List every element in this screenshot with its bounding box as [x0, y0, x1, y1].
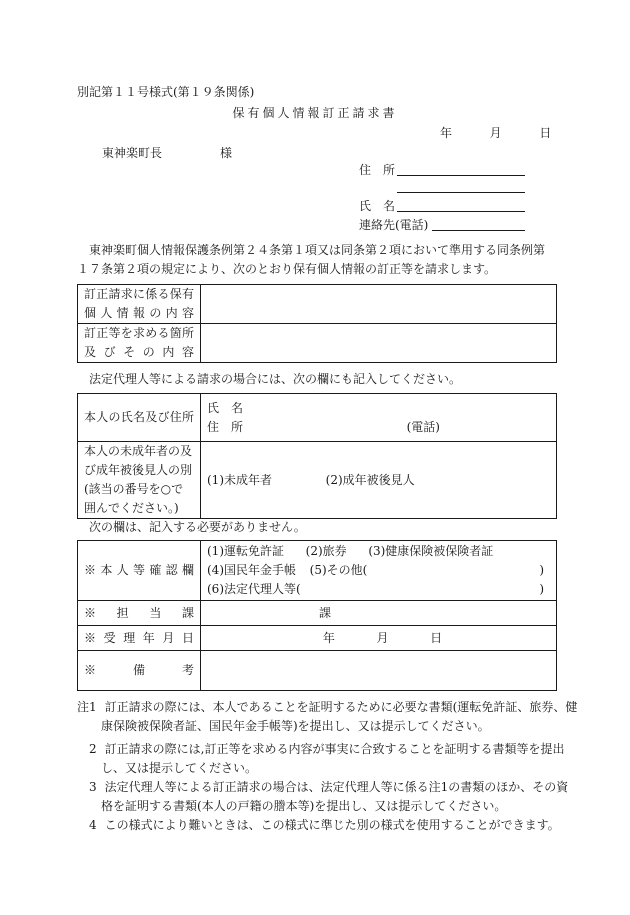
receipt-year: 年 — [322, 630, 335, 645]
principal-field[interactable] — [201, 394, 557, 442]
staff-unit: 課 — [319, 605, 332, 620]
receipt-month: 月 — [376, 630, 389, 645]
verify-drivers-license[interactable]: (1)運転免許証 — [207, 544, 284, 558]
staff-label: ※担当課 — [78, 601, 201, 626]
no-fill-note: 次の欄は、記入する必要がありません。 — [89, 520, 306, 534]
form-title: 保有個人情報訂正請求書 — [232, 106, 398, 120]
correction-info-field[interactable] — [201, 285, 557, 324]
verify-other[interactable]: (5)その他( — [309, 563, 368, 577]
verification-field — [201, 541, 557, 601]
form-number: 別記第１１号様式(第１９条関係) — [77, 85, 255, 99]
correction-table — [77, 284, 557, 363]
contact-label: 連絡先(電話) — [359, 218, 429, 232]
verify-health-insurance[interactable]: (3)健康保険被保険者証 — [368, 544, 494, 558]
date-month: 月 — [489, 126, 502, 140]
verification-label: ※本人等確認欄 — [78, 541, 201, 601]
remarks-field[interactable] — [201, 651, 557, 691]
addressee-honorific: 様 — [220, 146, 233, 160]
principal-status-label: 本人の未成年者の及 び成年被後見人の別 (該当の番号を○で 囲んでください。) — [78, 442, 201, 519]
addressee — [102, 144, 232, 161]
remarks-label: ※備考 — [78, 651, 201, 691]
date-day: 日 — [539, 126, 552, 140]
name-label: 氏 名 — [359, 199, 396, 213]
date-line — [440, 124, 551, 141]
principal-status-field — [201, 442, 557, 519]
addressee-name: 東神楽町長 — [102, 146, 163, 160]
principal-phone-label: (電話) — [406, 419, 440, 434]
correction-detail-field[interactable] — [201, 324, 557, 363]
office-use-table — [77, 540, 557, 691]
verify-pension-book[interactable]: (4)国民年金手帳 — [207, 563, 296, 577]
receipt-day: 日 — [430, 630, 443, 645]
note-4: 4 この様式により難いときは、この様式に準じた別の様式を使用することができます。 — [89, 818, 560, 832]
contact-field[interactable] — [432, 230, 525, 231]
note-3: 3 法定代理人等による訂正請求の場合は、法定代理人等に係る注1の書類のほか、その資格を証明する書類(本人の戸籍の謄本等)を提出し、又は提示してください。 — [89, 780, 569, 813]
receipt-date-field[interactable] — [201, 626, 557, 651]
address-label: 住 所 — [359, 163, 396, 177]
option-adult-ward[interactable]: (2)成年被後見人 — [325, 472, 415, 487]
note-2: 2 訂正請求の際には,訂正等を求める内容が事実に合致することを証明する書類等を提出し、又は提示してください。 — [89, 742, 565, 775]
note-1: 注1 訂正請求の際には、本人であることを証明するために必要な書類(運転免許証、旅券、健康保険被保険者証、国民年金手帳等)を提出し、又は提示してください。 — [77, 700, 578, 733]
correction-info-label: 訂正請求に係る保有 個人情報の内容 — [78, 285, 201, 324]
verify-legal-rep[interactable]: (6)法定代理人等( — [207, 582, 301, 596]
option-minor[interactable]: (1)未成年者 — [207, 472, 272, 487]
principal-address-label: 住 所 — [207, 419, 244, 434]
staff-field[interactable] — [201, 601, 557, 626]
principal-label: 本人の氏名及び住所 — [78, 394, 201, 442]
correction-detail-label: 訂正等を求める箇所 及びその内容 — [78, 324, 201, 363]
verify-legal-rep-close: ) — [539, 582, 544, 596]
principal-name-label: 氏 名 — [207, 400, 244, 415]
receipt-date-label: ※受理年月日 — [78, 626, 201, 651]
verify-passport[interactable]: (2)旅券 — [305, 544, 347, 558]
address-field-line2[interactable] — [397, 192, 525, 193]
intro-paragraph: 東神楽町個人情報保護条例第２４条第１項又は同条第２項において準用する同条例第１７条第２項の規定により、次のとおり保有個人情報の訂正等を請求します。 — [77, 243, 546, 276]
verify-other-close: ) — [539, 563, 544, 577]
name-field[interactable] — [397, 211, 525, 212]
address-field[interactable] — [397, 175, 525, 176]
legal-rep-table — [77, 393, 557, 519]
legal-rep-note: 法定代理人等による請求の場合には、次の欄にも記入してください。 — [89, 372, 462, 386]
date-year: 年 — [440, 126, 453, 140]
